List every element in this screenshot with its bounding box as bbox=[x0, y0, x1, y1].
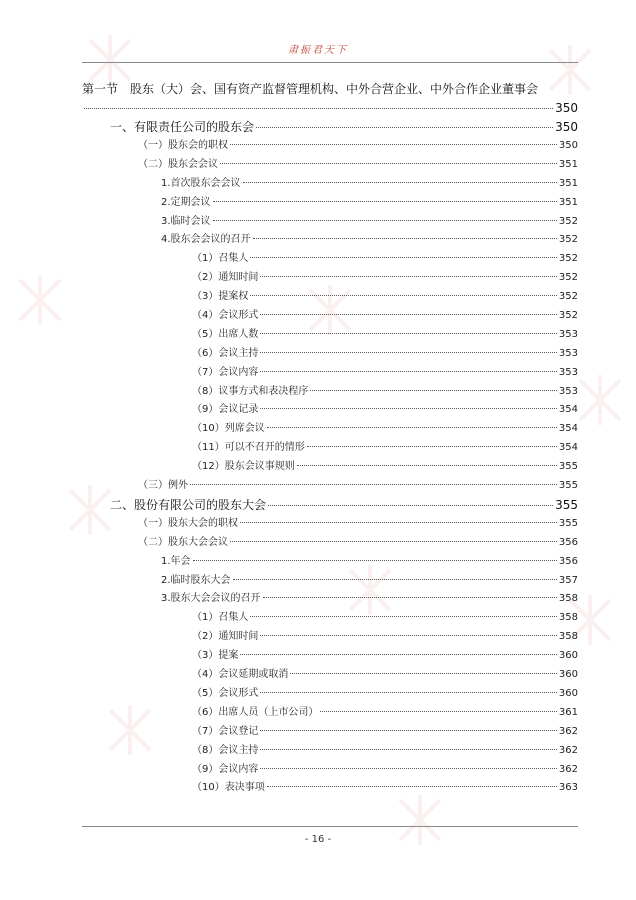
toc-leader-dots bbox=[233, 579, 557, 580]
toc-leader-dots bbox=[243, 182, 557, 183]
toc-entry-label: （1）召集人 bbox=[192, 253, 249, 265]
toc-entry-page: 352 bbox=[558, 215, 578, 227]
toc-entry[interactable] bbox=[82, 572, 578, 591]
toc-entry-label: （一）股东大会的职权 bbox=[138, 517, 238, 529]
footer-divider bbox=[82, 826, 578, 827]
toc-leader-dots bbox=[268, 505, 553, 506]
toc-entry[interactable] bbox=[82, 647, 578, 666]
toc-entry-label: （5）会议形式 bbox=[192, 687, 259, 699]
toc-leader-dots bbox=[260, 408, 557, 409]
toc-entry[interactable] bbox=[82, 477, 578, 496]
toc-entry-page: 353 bbox=[558, 366, 578, 378]
toc-leader-dots bbox=[250, 295, 557, 296]
toc-leader-dots bbox=[310, 390, 557, 391]
toc-entry-label: （6）会议主持 bbox=[192, 347, 259, 359]
toc-entry-label: 2.临时股东大会 bbox=[161, 574, 231, 586]
toc-leader-dots bbox=[213, 220, 557, 221]
toc-entry-page: 351 bbox=[558, 177, 578, 189]
toc-entry-label: 二、股份有限公司的股东大会 bbox=[110, 497, 267, 512]
toc-entry[interactable] bbox=[82, 156, 578, 175]
toc-leader-dots bbox=[84, 108, 553, 109]
toc-leader-dots bbox=[193, 560, 557, 561]
toc-entry-label: （10）列席会议 bbox=[192, 423, 265, 435]
toc-entry[interactable] bbox=[82, 213, 578, 232]
toc-leader-dots bbox=[260, 730, 557, 731]
toc-entry-label: （一）股东会的职权 bbox=[138, 140, 228, 151]
toc-entry-page: 362 bbox=[558, 744, 578, 756]
toc-leader-dots bbox=[320, 711, 557, 712]
toc-leader-dots bbox=[190, 484, 557, 485]
toc-entry[interactable] bbox=[82, 779, 578, 798]
toc-leader-dots bbox=[240, 654, 557, 655]
toc-entry[interactable] bbox=[82, 250, 578, 269]
toc-entry-label: （11）可以不召开的情形 bbox=[192, 442, 305, 454]
toc-entry[interactable] bbox=[82, 685, 578, 704]
toc-entry-label: （3）提案 bbox=[192, 650, 239, 662]
toc-entry-label: （二）股东会会议 bbox=[138, 158, 218, 170]
toc-entry[interactable] bbox=[82, 609, 578, 628]
toc-entry[interactable] bbox=[82, 231, 578, 250]
toc-entry[interactable] bbox=[82, 553, 578, 572]
toc-leader-dots bbox=[240, 522, 557, 523]
toc-leader-dots bbox=[230, 541, 557, 542]
toc-leader-dots bbox=[230, 144, 557, 145]
toc-chapter-title: 第一节 股东（大）会、国有资产监督管理机构、中外合营企业、中外合作企业董事会 bbox=[82, 82, 539, 96]
toc-entry-page: 355 bbox=[558, 480, 578, 492]
header-divider bbox=[82, 62, 578, 63]
toc-entry-label: （7）会议内容 bbox=[192, 366, 259, 378]
toc-entry-label: 1.首次股东会会议 bbox=[161, 177, 241, 189]
toc-entry[interactable] bbox=[82, 761, 578, 780]
toc-entry-label: （二）股东大会会议 bbox=[138, 536, 228, 548]
toc-entry-label: 3.股东大会会议的召开 bbox=[161, 593, 261, 605]
toc-entry[interactable] bbox=[82, 401, 578, 420]
toc-entry-page: 356 bbox=[558, 536, 578, 548]
toc-entry-page: 352 bbox=[558, 234, 578, 246]
toc-entry-page: 351 bbox=[558, 158, 578, 170]
toc-entries bbox=[82, 118, 578, 798]
toc-entry-page: 355 bbox=[558, 517, 578, 529]
header-logo: 肃振君天下 bbox=[288, 45, 348, 56]
toc-entry-page: 352 bbox=[558, 272, 578, 284]
toc-leader-dots bbox=[260, 768, 557, 769]
toc-leader-dots bbox=[260, 635, 557, 636]
toc-leader-dots bbox=[260, 333, 557, 334]
toc-entry-label: （6）出席人员（上市公司） bbox=[192, 706, 319, 718]
toc-leader-dots bbox=[260, 749, 557, 750]
toc-entry[interactable] bbox=[82, 590, 578, 609]
table-of-contents bbox=[82, 80, 578, 798]
toc-leader-dots bbox=[253, 238, 557, 239]
toc-entry[interactable] bbox=[82, 383, 578, 402]
toc-entry-page: 355 bbox=[555, 497, 578, 512]
toc-entry-page: 353 bbox=[558, 328, 578, 340]
toc-entry[interactable] bbox=[82, 175, 578, 194]
toc-entry[interactable] bbox=[82, 704, 578, 723]
toc-entry-page: 350 bbox=[555, 120, 578, 134]
toc-entry-page: 357 bbox=[558, 574, 578, 586]
toc-entry-page: 361 bbox=[558, 706, 578, 718]
toc-entry-label: 2.定期会议 bbox=[161, 196, 211, 208]
toc-leader-dots bbox=[256, 127, 553, 128]
toc-entry-label: （8）议事方式和表决程序 bbox=[192, 385, 309, 397]
toc-entry-page: 358 bbox=[558, 593, 578, 605]
toc-entry-page: 356 bbox=[558, 555, 578, 567]
toc-entry-label: 4.股东会会议的召开 bbox=[161, 234, 251, 246]
toc-leader-dots bbox=[263, 597, 557, 598]
toc-leader-dots bbox=[260, 314, 557, 315]
toc-leader-dots bbox=[260, 276, 557, 277]
toc-entry-page: 358 bbox=[558, 631, 578, 643]
toc-entry-page: 351 bbox=[558, 196, 578, 208]
toc-entry-page: 352 bbox=[558, 291, 578, 303]
toc-entry-page: 354 bbox=[558, 423, 578, 435]
toc-entry[interactable] bbox=[82, 723, 578, 742]
toc-entry-label: 3.临时会议 bbox=[161, 215, 211, 227]
toc-entry-page: 363 bbox=[558, 782, 578, 794]
toc-leader-dots bbox=[297, 465, 557, 466]
toc-entry-label: （1）召集人 bbox=[192, 612, 249, 624]
toc-leader-dots bbox=[290, 673, 557, 674]
toc-entry[interactable] bbox=[82, 364, 578, 383]
toc-entry[interactable] bbox=[82, 439, 578, 458]
toc-leader-dots bbox=[307, 446, 557, 447]
toc-entry-label: （4）会议延期或取消 bbox=[192, 669, 289, 681]
toc-entry-label: （2）通知时间 bbox=[192, 631, 259, 643]
toc-entry-page: 362 bbox=[558, 763, 578, 775]
toc-leader-dots bbox=[267, 427, 557, 428]
toc-entry-page: 360 bbox=[558, 669, 578, 681]
toc-entry-page: 354 bbox=[558, 442, 578, 454]
toc-leader-dots bbox=[213, 201, 557, 202]
toc-leader-dots bbox=[250, 257, 557, 258]
toc-chapter[interactable] bbox=[82, 80, 578, 118]
toc-entry[interactable] bbox=[82, 458, 578, 477]
toc-leader-dots bbox=[260, 352, 557, 353]
toc-entry-label: 一、有限责任公司的股东会 bbox=[110, 120, 255, 134]
toc-entry-page: 358 bbox=[558, 612, 578, 624]
watermark-icon bbox=[10, 270, 70, 330]
toc-entry[interactable] bbox=[82, 194, 578, 213]
toc-entry[interactable] bbox=[82, 118, 578, 137]
toc-entry-label: （9）会议记录 bbox=[192, 404, 259, 416]
toc-entry-label: （9）会议内容 bbox=[192, 763, 259, 775]
toc-entry-label: （7）会议登记 bbox=[192, 725, 259, 737]
toc-entry-page: 355 bbox=[558, 461, 578, 473]
toc-entry[interactable] bbox=[82, 420, 578, 439]
watermark-icon bbox=[570, 370, 630, 430]
toc-entry-page: 353 bbox=[558, 347, 578, 359]
toc-leader-dots bbox=[260, 692, 557, 693]
toc-entry-page: 362 bbox=[558, 725, 578, 737]
toc-entry-label: 1.年会 bbox=[161, 555, 191, 567]
toc-entry[interactable] bbox=[82, 345, 578, 364]
toc-entry-page: 360 bbox=[558, 650, 578, 662]
toc-entry[interactable] bbox=[82, 137, 578, 156]
toc-entry-label: （10）表决事项 bbox=[192, 782, 265, 794]
toc-entry[interactable] bbox=[82, 515, 578, 534]
toc-entry-page: 360 bbox=[558, 687, 578, 699]
toc-entry[interactable] bbox=[82, 534, 578, 553]
toc-entry[interactable] bbox=[82, 326, 578, 345]
toc-leader-dots bbox=[267, 786, 557, 787]
toc-entry[interactable] bbox=[82, 307, 578, 326]
toc-entry-label: （4）会议形式 bbox=[192, 310, 259, 322]
toc-entry[interactable] bbox=[82, 269, 578, 288]
toc-entry[interactable] bbox=[82, 742, 578, 761]
toc-entry-label: （3）提案权 bbox=[192, 291, 249, 303]
toc-entry-label: （12）股东会议事规则 bbox=[192, 461, 295, 473]
toc-entry-page: 352 bbox=[558, 253, 578, 265]
toc-leader-dots bbox=[260, 371, 557, 372]
toc-entry-page: 352 bbox=[558, 310, 578, 322]
toc-entry[interactable] bbox=[82, 288, 578, 307]
toc-entry[interactable] bbox=[82, 628, 578, 647]
toc-entry-page: 353 bbox=[558, 385, 578, 397]
toc-entry-label: （8）会议主持 bbox=[192, 744, 259, 756]
toc-entry[interactable] bbox=[82, 496, 578, 515]
toc-leader-dots bbox=[220, 163, 557, 164]
toc-entry-page: 350 bbox=[558, 140, 578, 151]
toc-leader-dots bbox=[250, 616, 557, 617]
toc-entry[interactable] bbox=[82, 666, 578, 685]
page-number: - 16 - bbox=[304, 834, 332, 845]
toc-chapter-page: 350 bbox=[555, 101, 578, 115]
toc-entry-page: 354 bbox=[558, 404, 578, 416]
toc-entry-label: （2）通知时间 bbox=[192, 272, 259, 284]
toc-entry-label: （5）出席人数 bbox=[192, 328, 259, 340]
toc-entry-label: （三）例外 bbox=[138, 480, 188, 492]
